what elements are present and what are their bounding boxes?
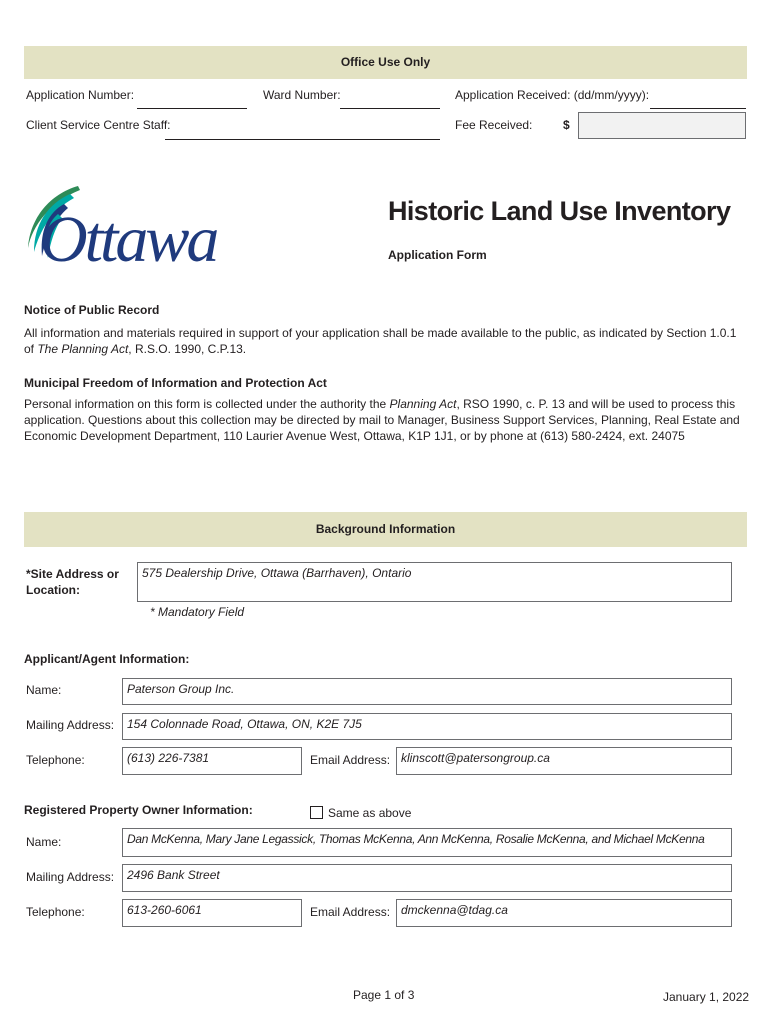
page-number: Page 1 of 3 <box>353 988 415 1002</box>
ward-number-label: Ward Number: <box>263 88 341 102</box>
owner-mailing-label: Mailing Address: <box>26 870 115 884</box>
office-use-header <box>24 46 747 79</box>
notice-text-part-2: , R.S.O. 1990, C.P.13. <box>128 342 247 356</box>
owner-email-label: Email Address: <box>310 905 391 919</box>
page-subtitle: Application Form <box>388 248 487 262</box>
applicant-email-field[interactable]: klinscott@patersongroup.ca <box>396 747 732 775</box>
owner-mailing-field[interactable]: 2496 Bank Street <box>122 864 732 892</box>
applicant-heading: Applicant/Agent Information: <box>24 652 190 666</box>
staff-label: Client Service Centre Staff: <box>26 118 171 132</box>
currency-symbol: $ <box>563 118 570 132</box>
applicant-email-label: Email Address: <box>310 753 391 767</box>
owner-name-label: Name: <box>26 835 62 849</box>
applicant-name-label: Name: <box>26 683 62 697</box>
footer-date: January 1, 2022 <box>663 990 750 1004</box>
applicant-telephone-label: Telephone: <box>26 753 85 767</box>
mfippa-act-name: Planning Act <box>389 397 457 411</box>
background-header <box>24 512 747 547</box>
notice-text <box>24 325 746 357</box>
owner-name-field[interactable]: Dan McKenna, Mary Jane Legassick, Thomas McKenna, Ann McKenna, Rosalie McKenna, and Michael McKenna <box>122 828 732 857</box>
background-title: Background Information <box>315 522 456 536</box>
mfippa-text-part-1: Personal information on this form is collected under the authority the <box>24 397 390 411</box>
applicant-mailing-label: Mailing Address: <box>26 718 115 732</box>
staff-field[interactable] <box>165 139 440 140</box>
fee-received-field[interactable] <box>578 112 746 139</box>
mfippa-heading: Municipal Freedom of Information and Protection Act <box>24 376 327 390</box>
notice-act-name: The Planning Act <box>37 342 129 356</box>
site-address-label: *Site Address or Location: <box>26 567 119 597</box>
same-as-above-checkbox[interactable] <box>310 806 323 819</box>
ottawa-logo-text: Ottawa <box>40 203 217 276</box>
application-received-field[interactable] <box>650 108 746 109</box>
applicant-name-field[interactable]: Paterson Group Inc. <box>122 678 732 705</box>
fee-received-label: Fee Received: <box>455 118 533 132</box>
notice-heading: Notice of Public Record <box>24 303 160 317</box>
site-address-field[interactable]: 575 Dealership Drive, Ottawa (Barrhaven), Ontario <box>137 562 732 602</box>
application-received-label: Application Received: (dd/mm/yyyy): <box>455 88 650 102</box>
notice-text-part-1: All information and materials required in support of your application shall be made available to the public, as indicated by Section 1.0.1 of <box>24 326 737 356</box>
office-use-title: Office Use Only <box>340 55 431 69</box>
mfippa-text-part-2: , RSO 1990, c. P. 13 and will be used to process this application. Questions about this collection may be directed by mail to Manager, Business Support Services, Planning, Real Estate and Economic Development Department, 110 Laurier Avenue West, Ottawa, K1P 1J1, or by phone at (613) 580-2424, ext. 24075 <box>24 397 740 443</box>
owner-telephone-label: Telephone: <box>26 905 85 919</box>
ward-number-field[interactable] <box>340 108 440 109</box>
owner-heading: Registered Property Owner Information: <box>24 803 253 817</box>
same-as-above-label: Same as above <box>328 806 412 820</box>
application-number-label: Application Number: <box>26 88 135 102</box>
owner-email-field[interactable]: dmckenna@tdag.ca <box>396 899 732 927</box>
owner-telephone-field[interactable]: 613-260-6061 <box>122 899 302 927</box>
application-number-field[interactable] <box>137 108 247 109</box>
ottawa-logo <box>20 178 270 283</box>
page-title: Historic Land Use Inventory <box>388 196 731 226</box>
mandatory-note: * Mandatory Field <box>150 605 245 619</box>
applicant-telephone-field[interactable]: (613) 226-7381 <box>122 747 302 775</box>
mfippa-text <box>24 396 746 444</box>
applicant-mailing-field[interactable]: 154 Colonnade Road, Ottawa, ON, K2E 7J5 <box>122 713 732 740</box>
